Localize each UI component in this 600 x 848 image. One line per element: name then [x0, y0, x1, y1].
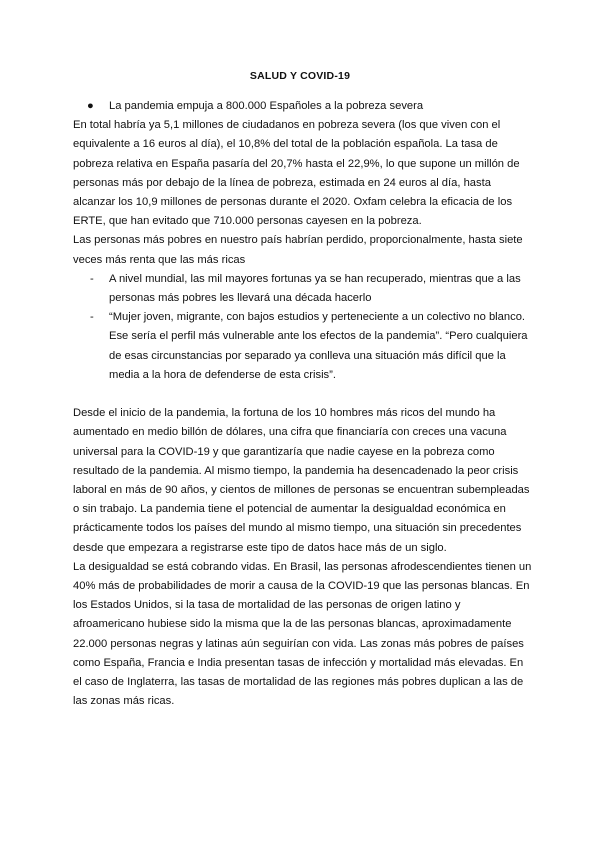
- dash-mark: -: [90, 311, 94, 324]
- paragraph-poverty-stats: En total habría ya 5,1 millones de ciudadanos en pobreza severa (los que viven con el equivalente a 16 euros al día), el 10,8% del total de la población española. La tasa de pobreza relativa en España pasaría del 20,7% hasta el 22,9%, lo que supone un millón de personas más por debajo de la línea de pobreza, estimada en 24 euros al día, hasta alcanzar los 10,9 millones de personas durante el 2020. Oxfam celebra la eficacia de los ERTE, que han evitado que 710.000 personas cayesen en la pobreza.: [73, 119, 520, 228]
- document-title: SALUD Y COVID-19: [249, 70, 351, 82]
- dash-item-fortunes: [73, 270, 535, 308]
- paragraph-inequality-lives: La desigualdad se está cobrando vidas. En Brasil, las personas afrodescendientes tienen un 40% más de probabilidades de morir a causa de la COVID-19 que las personas blancas. En los Estados Unidos, si la tasa de mortalidad de las personas de origen latino y afroamericano hubiese sido la misma que la de las personas blancas, aproximadamente 22.000 personas negras y latinas aún seguirían con vida. Las zonas más pobres de países como España, Francia e India presentan tasas de infección y mortalidad más elevadas. En el caso de Inglaterra, las tasas de mortalidad de las regiones más pobres duplican a las de las zonas más ricas.: [73, 560, 532, 708]
- bullet-item: [73, 97, 535, 116]
- dash-item-text: A nivel mundial, las mil mayores fortunas ya se han recuperado, mientras que a las personas más pobres les llevará una década hacerlo: [109, 272, 521, 305]
- paragraph-spacer: [73, 385, 535, 404]
- dash-mark: -: [90, 272, 94, 285]
- dash-item-profile: [73, 308, 535, 385]
- bullet-dot-icon: ●: [87, 100, 94, 112]
- dash-item-text: “Mujer joven, migrante, con bajos estudios y perteneciente a un colectivo no blanco. Ese sería el perfil más vulnerable ante los efectos de la pandemia”. “Pero cualquiera de esas circunstancias por separado ya conlleva una situación más difícil que la media a la hora de defenderse de esta crisis”.: [109, 311, 528, 381]
- document-body: [73, 97, 535, 711]
- paragraph-wealth-pandemic: Desde el inicio de la pandemia, la fortuna de los 10 hombres más ricos del mundo ha aumentado en medio billón de dólares, una cifra que financiaría con creces una vacuna universal para la COVID-19 y que garantizaría que nadie cayese en la pobreza como resultado de la pandemia. Al mismo tiempo, la pandemia ha desencadenado la peor crisis laboral en más de 90 años, y cientos de millones de personas se encuentran subempleadas o sin trabajo. La pandemia tiene el potencial de aumentar la desigualdad económica en prácticamente todos los países del mundo al mismo tiempo, una situación sin precedentes desde que empezara a registrarse este tipo de datos hace más de un siglo.: [73, 407, 530, 554]
- bullet-text: La pandemia empuja a 800.000 Españoles a la pobreza severa: [109, 100, 424, 112]
- dash-list: [73, 270, 535, 385]
- paragraph-income-loss: Las personas más pobres en nuestro país habrían perdido, proporcionalmente, hasta siete veces más renta que las más ricas: [73, 234, 523, 266]
